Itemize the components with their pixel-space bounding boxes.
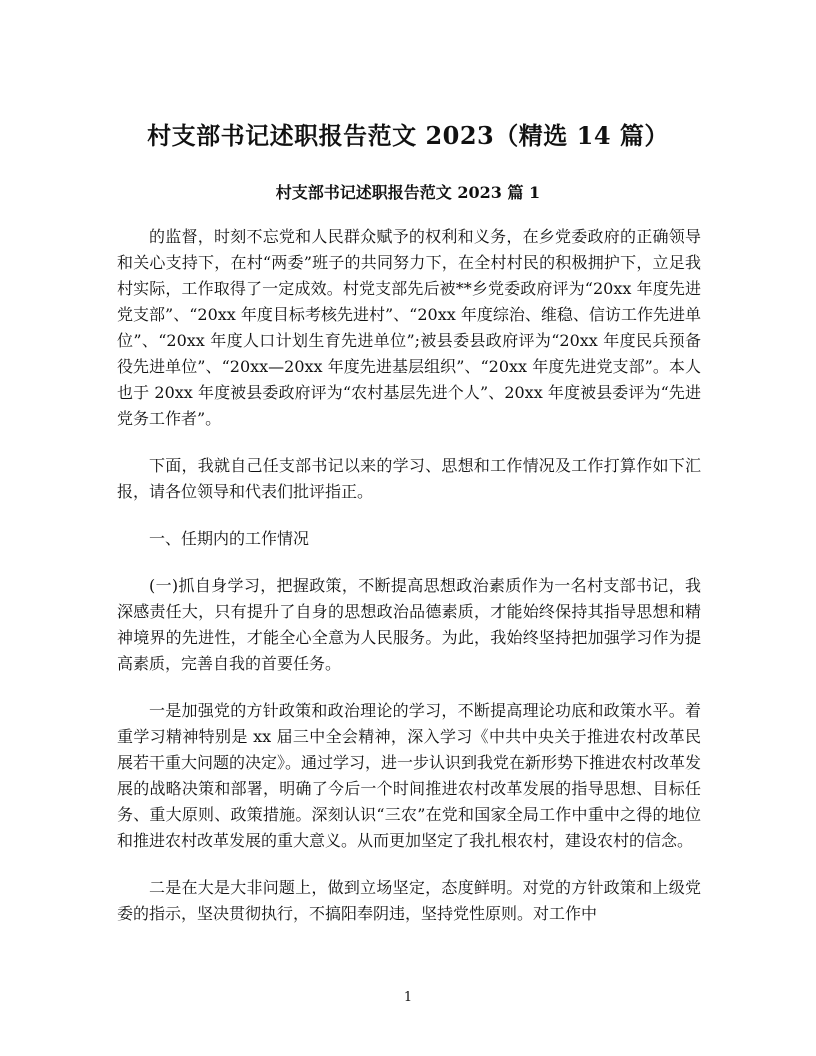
paragraph: (一)抓自身学习，把握政策，不断提高思想政治素质作为一名村支部书记，我深感责任大，只有提升了自身的思想政治品德素质，才能始终保持其指导思想和精神境界的先进性，才能全心全意为人民服务。为此，我始终坚持把加强学习作为提高素质，完善自我的首要任务。 — [117, 576, 701, 673]
document-body — [117, 224, 701, 948]
document-title: 村支部书记述职报告范文 2023（精选 14 篇） — [147, 121, 669, 150]
paragraph: 一是加强党的方针政策和政治理论的学习，不断提高理论功底和政策水平。着重学习精神特别是 xx 届三中全会精神，深入学习《中共中央关于推进农村改革民展若干重大问题的决定》。通过学习，进一步认识到我党在新形势下推进农村改革发展的战略决策和部署，明确了今后一个时间推进农村改革发展的指导思想、目标任务、重大原则、政策措施。深刻认识“三农”在党和国家全局工作中重中之得的地位和推进农村改革发展的重大意义。从而更加坚定了我扎根农村，建设农村的信念。 — [117, 701, 702, 850]
paragraph: 一、任期内的工作情况 — [149, 529, 310, 548]
section-heading: 村支部书记述职报告范文 2023 篇 1 — [275, 183, 541, 202]
page-number: 1 — [403, 990, 413, 1005]
paragraph: 下面，我就自己任支部书记以来的学习、思想和工作情况及工作打算作如下汇报，请各位领导和代表们批评指正。 — [117, 456, 701, 501]
paragraph: 的监督，时刻不忘党和人民群众赋予的权利和义务，在乡党委政府的正确领导和关心支持下，在村“两委”班子的共同努力下，在全村村民的积极拥护下，立足我村实际，工作取得了一定成效。村党支部先后被**乡党委政府评为“20xx 年度先进党支部”、“20xx 年度目标考核先进村”、“20xx 年度综治、维稳、信访工作先进单位”、“20xx 年度人口计划生育先进单位”;被县委县政府评为“20xx 年度民兵预备役先进单位”、“20xx—20xx 年度先进基层组织”、“20xx 年度先进党支部”。本人也于 20xx 年度被县委政府评为“农村基层先进个人”、20xx 年度被县委评为“先进党务工作者”。 — [117, 227, 701, 428]
paragraph: 二是在大是大非问题上，做到立场坚定，态度鲜明。对党的方针政策和上级党委的指示，坚决贯彻执行，不搞阳奉阴违，坚持党性原则。对工作中 — [117, 878, 701, 923]
